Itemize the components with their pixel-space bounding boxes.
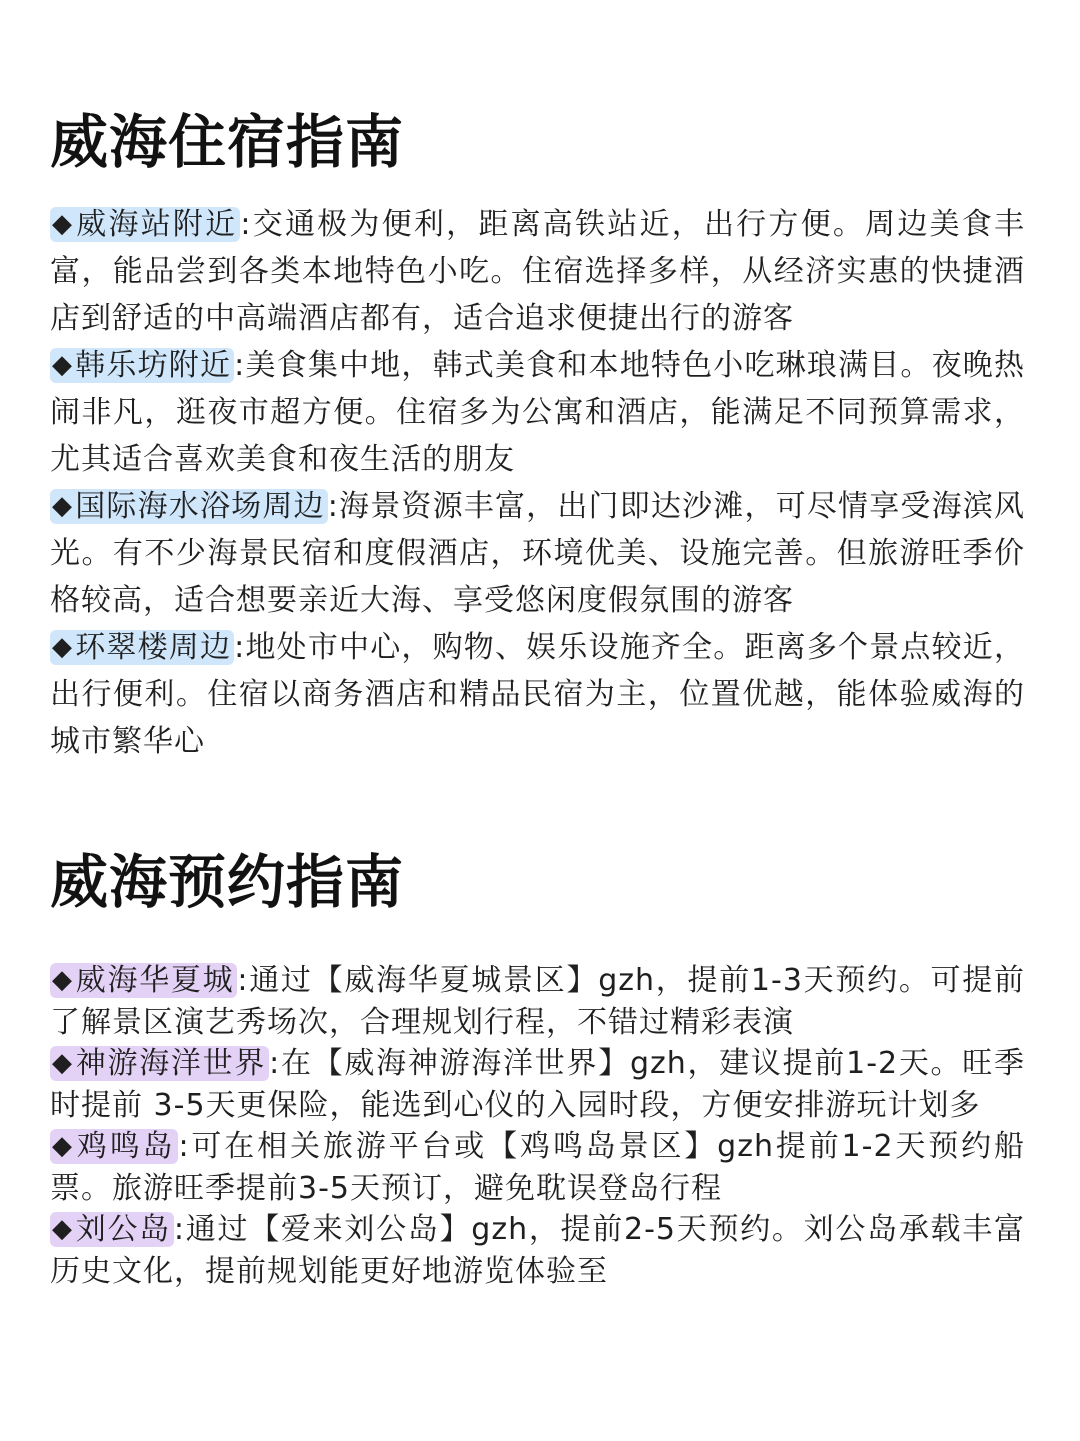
booking-item-jiming-island bbox=[50, 1126, 1025, 1209]
lodging-item-tag bbox=[50, 630, 234, 665]
lodging-item-text: :美食集中地，韩式美食和本地特色小吃琳琅满目。夜晚热闹非凡，逛夜市超方便。住宿多为公寓和酒店，能满足不同预算需求，尤其适合喜欢美食和夜生活的朋友 bbox=[50, 348, 1025, 477]
booking-item-name: 刘公岛 bbox=[75, 1212, 171, 1247]
lodging-item-tag bbox=[50, 348, 234, 383]
lodging-item-name: 韩乐坊附近 bbox=[75, 348, 232, 383]
booking-item-huaxiacheng bbox=[50, 960, 1025, 1043]
lodging-item-huancuilou bbox=[50, 624, 1025, 765]
diamond-bullet-icon: ◆ bbox=[52, 491, 74, 521]
booking-item-name: 威海华夏城 bbox=[75, 963, 235, 998]
booking-guide-list bbox=[50, 960, 1025, 1292]
booking-item-name: 鸡鸣岛 bbox=[76, 1129, 176, 1164]
diamond-bullet-icon: ◆ bbox=[52, 1131, 75, 1161]
lodging-item-hanlefang bbox=[50, 342, 1025, 483]
lodging-guide-title: 威海住宿指南 bbox=[50, 108, 405, 176]
booking-item-text: :在【威海神游海洋世界】gzh，建议提前1-2天。旺季时提前 3-5天更保险，能选到心仪的入园时段，方便安排游玩计划多 bbox=[50, 1046, 1026, 1123]
booking-item-text: :可在相关旅游平台或【鸡鸣岛景区】gzh提前1-2天预约船票。旅游旺季提前3-5天预订，避免耽误登岛行程 bbox=[50, 1129, 1026, 1206]
lodging-item-weihai-station bbox=[50, 201, 1025, 342]
diamond-bullet-icon: ◆ bbox=[52, 965, 74, 995]
booking-item-liugong-island bbox=[50, 1209, 1025, 1292]
lodging-item-text: :海景资源丰富，出门即达沙滩，可尽情享受海滨风光。有不少海景民宿和度假酒店，环境优美、设施完善。但旅游旺季价格较高，适合想要亲近大海、享受悠闲度假氛围的游客 bbox=[50, 489, 1026, 618]
lodging-item-beach bbox=[50, 483, 1025, 624]
lodging-item-tag bbox=[50, 207, 240, 242]
diamond-bullet-icon: ◆ bbox=[52, 1214, 74, 1244]
lodging-guide-list bbox=[50, 201, 1025, 765]
lodging-item-text: :地处市中心，购物、娱乐设施齐全。距离多个景点较近，出行便利。住宿以商务酒店和精品民宿为主，位置优越，能体验威海的城市繁华心 bbox=[50, 630, 1025, 759]
booking-item-text: :通过【爱来刘公岛】gzh，提前2-5天预约。刘公岛承载丰富历史文化，提前规划能更好地游览体验至 bbox=[50, 1212, 1026, 1289]
diamond-bullet-icon: ◆ bbox=[52, 632, 74, 662]
booking-item-tag bbox=[50, 1046, 269, 1081]
booking-item-name: 神游海洋世界 bbox=[75, 1046, 267, 1081]
diamond-bullet-icon: ◆ bbox=[52, 209, 75, 239]
lodging-item-name: 环翠楼周边 bbox=[75, 630, 232, 665]
diamond-bullet-icon: ◆ bbox=[52, 1048, 74, 1078]
booking-item-tag bbox=[50, 1212, 174, 1247]
booking-guide-title: 威海预约指南 bbox=[50, 848, 405, 916]
lodging-item-name: 威海站附近 bbox=[76, 207, 238, 242]
booking-item-tag bbox=[50, 1129, 178, 1164]
lodging-item-text: :交通极为便利，距离高铁站近，出行方便。周边美食丰富，能品尝到各类本地特色小吃。住宿选择多样，从经济实惠的快捷酒店到舒适的中高端酒店都有，适合追求便捷出行的游客 bbox=[50, 207, 1026, 336]
lodging-item-tag bbox=[50, 489, 328, 524]
lodging-item-name: 国际海水浴场周边 bbox=[75, 489, 325, 524]
booking-item-tag bbox=[50, 963, 237, 998]
booking-item-ocean-world bbox=[50, 1043, 1025, 1126]
diamond-bullet-icon: ◆ bbox=[52, 350, 74, 380]
booking-item-text: :通过【威海华夏城景区】gzh，提前1-3天预约。可提前了解景区演艺秀场次，合理规划行程，不错过精彩表演 bbox=[50, 963, 1026, 1040]
